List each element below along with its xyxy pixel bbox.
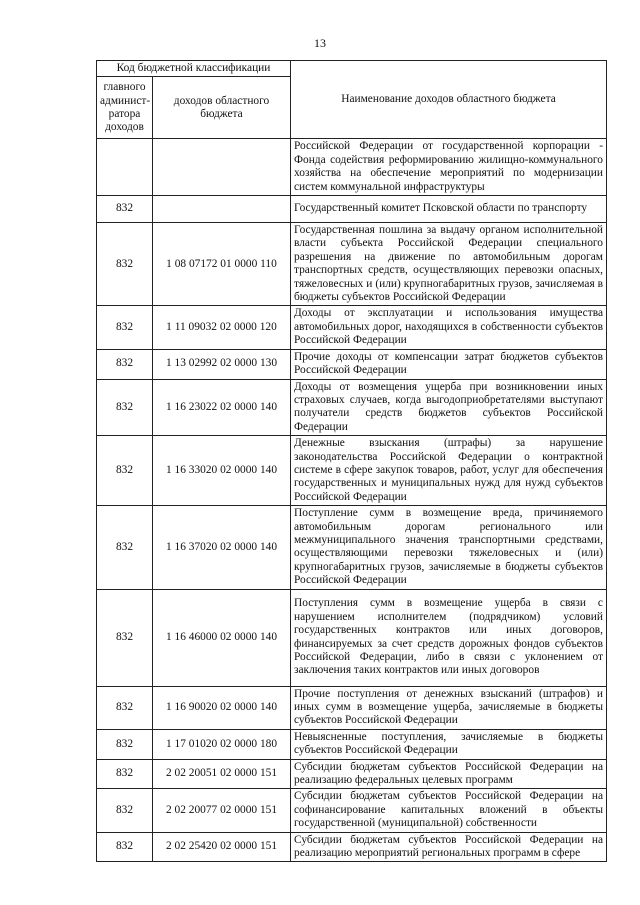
income-name-cell: Государственная пошлина за выдачу органом исполнительной власти субъекта Российской Федерации специального разрешения на движение по автомобильным дорогам транспортных средств, осуществляющих перевозки опасных, тяжеловесных и (или) крупногабаритных грузов, зачисляемая в бюджеты субъектов Российской Федерации bbox=[291, 223, 607, 306]
income-name-cell: Поступления сумм в возмещение ущерба в связи с нарушением исполнителем (подрядчиком) условий государственных контрактов или иных договоров, финансируемых за счет средств дорожных фондов субъектов Российской Федерации, либо в связи с уклонением от заключения таких контрактов или иных договоров bbox=[291, 589, 607, 686]
table-row bbox=[97, 436, 607, 506]
admin-code-cell: 832 bbox=[97, 379, 153, 436]
income-name-cell: Денежные взыскания (штрафы) за нарушение законодательства Российской Федерации о контрактной системе в сфере закупок товаров, работ, услуг для обеспечения государственных и муниципальных нужд для нужд субъектов Российской Федерации bbox=[291, 436, 607, 506]
income-name-cell: Прочие поступления от денежных взысканий (штрафов) и иных сумм в возмещение ущерба, зачисляемые в бюджеты субъектов Российской Федерации bbox=[291, 686, 607, 729]
income-name-cell: Российской Федерации от государственной корпорации - Фонда содействия реформированию жилищно-коммунального хозяйства на обеспечение мероприятий по модернизации систем коммунальной инфраструктуры bbox=[291, 139, 607, 196]
income-code-cell bbox=[153, 196, 291, 223]
header-regional-income: доходов областного бюджета bbox=[153, 77, 291, 139]
table-row bbox=[97, 196, 607, 223]
table-row bbox=[97, 589, 607, 686]
income-name-cell: Поступление сумм в возмещение вреда, причиняемого автомобильным дорогам регионального или межмуниципального значения транспортными средствами, осуществляющими перевозки тяжеловесных и (или) крупногабаритных грузов, зачисляемые в бюджеты субъектов Российской Федерации bbox=[291, 506, 607, 589]
income-name-cell: Субсидии бюджетам субъектов Российской Федерации на софинансирование капитальных вложений в объекты государственной (муниципальной) собственности bbox=[291, 789, 607, 832]
admin-code-cell: 832 bbox=[97, 506, 153, 589]
income-code-cell: 1 17 01020 02 0000 180 bbox=[153, 729, 291, 759]
income-code-cell: 1 16 46000 02 0000 140 bbox=[153, 589, 291, 686]
table-row bbox=[97, 506, 607, 589]
table-row bbox=[97, 729, 607, 759]
page-number: 13 bbox=[314, 36, 326, 50]
income-name-cell: Субсидии бюджетам субъектов Российской Федерации на реализацию федеральных целевых программ bbox=[291, 759, 607, 789]
income-name-cell: Доходы от возмещения ущерба при возникновении иных страховых случаев, когда выгодоприобретателями выступают получатели средств бюджетов субъектов Российской Федерации bbox=[291, 379, 607, 436]
admin-code-cell: 832 bbox=[97, 729, 153, 759]
table-row bbox=[97, 223, 607, 306]
table-row bbox=[97, 349, 607, 379]
admin-code-cell bbox=[97, 139, 153, 196]
income-code-cell: 1 08 07172 01 0000 110 bbox=[153, 223, 291, 306]
income-code-cell: 1 13 02992 02 0000 130 bbox=[153, 349, 291, 379]
admin-code-cell: 832 bbox=[97, 223, 153, 306]
table-row bbox=[97, 832, 607, 862]
income-code-cell: 2 02 20077 02 0000 151 bbox=[153, 789, 291, 832]
admin-code-cell: 832 bbox=[97, 306, 153, 349]
income-code-cell: 1 16 37020 02 0000 140 bbox=[153, 506, 291, 589]
table-row bbox=[97, 379, 607, 436]
admin-code-cell: 832 bbox=[97, 349, 153, 379]
table-row bbox=[97, 306, 607, 349]
header-chief-administrator: главного админист-ратора доходов bbox=[97, 77, 153, 139]
budget-classification-table bbox=[96, 60, 607, 862]
admin-code-cell: 832 bbox=[97, 832, 153, 862]
income-code-cell bbox=[153, 139, 291, 196]
income-name-cell: Государственный комитет Псковской области по транспорту bbox=[291, 196, 607, 223]
income-name-cell: Невыясненные поступления, зачисляемые в бюджеты субъектов Российской Федерации bbox=[291, 729, 607, 759]
admin-code-cell: 832 bbox=[97, 589, 153, 686]
table-row bbox=[97, 789, 607, 832]
income-name-cell: Субсидии бюджетам субъектов Российской Федерации на реализацию мероприятий региональных программ в сфере bbox=[291, 832, 607, 862]
income-code-cell: 1 16 23022 02 0000 140 bbox=[153, 379, 291, 436]
table-row bbox=[97, 686, 607, 729]
income-code-cell: 1 11 09032 02 0000 120 bbox=[153, 306, 291, 349]
table-row bbox=[97, 759, 607, 789]
income-code-cell: 2 02 20051 02 0000 151 bbox=[153, 759, 291, 789]
admin-code-cell: 832 bbox=[97, 196, 153, 223]
admin-code-cell: 832 bbox=[97, 759, 153, 789]
income-code-cell: 1 16 90020 02 0000 140 bbox=[153, 686, 291, 729]
admin-code-cell: 832 bbox=[97, 686, 153, 729]
admin-code-cell: 832 bbox=[97, 436, 153, 506]
admin-code-cell: 832 bbox=[97, 789, 153, 832]
table-row bbox=[97, 139, 607, 196]
income-name-cell: Доходы от эксплуатации и использования имущества автомобильных дорог, находящихся в собственности субъектов Российской Федерации bbox=[291, 306, 607, 349]
header-budget-classification-code: Код бюджетной классификации bbox=[97, 61, 291, 77]
income-name-cell: Прочие доходы от компенсации затрат бюджетов субъектов Российской Федерации bbox=[291, 349, 607, 379]
income-code-cell: 1 16 33020 02 0000 140 bbox=[153, 436, 291, 506]
income-code-cell: 2 02 25420 02 0000 151 bbox=[153, 832, 291, 862]
header-income-name: Наименование доходов областного бюджета bbox=[291, 61, 607, 139]
